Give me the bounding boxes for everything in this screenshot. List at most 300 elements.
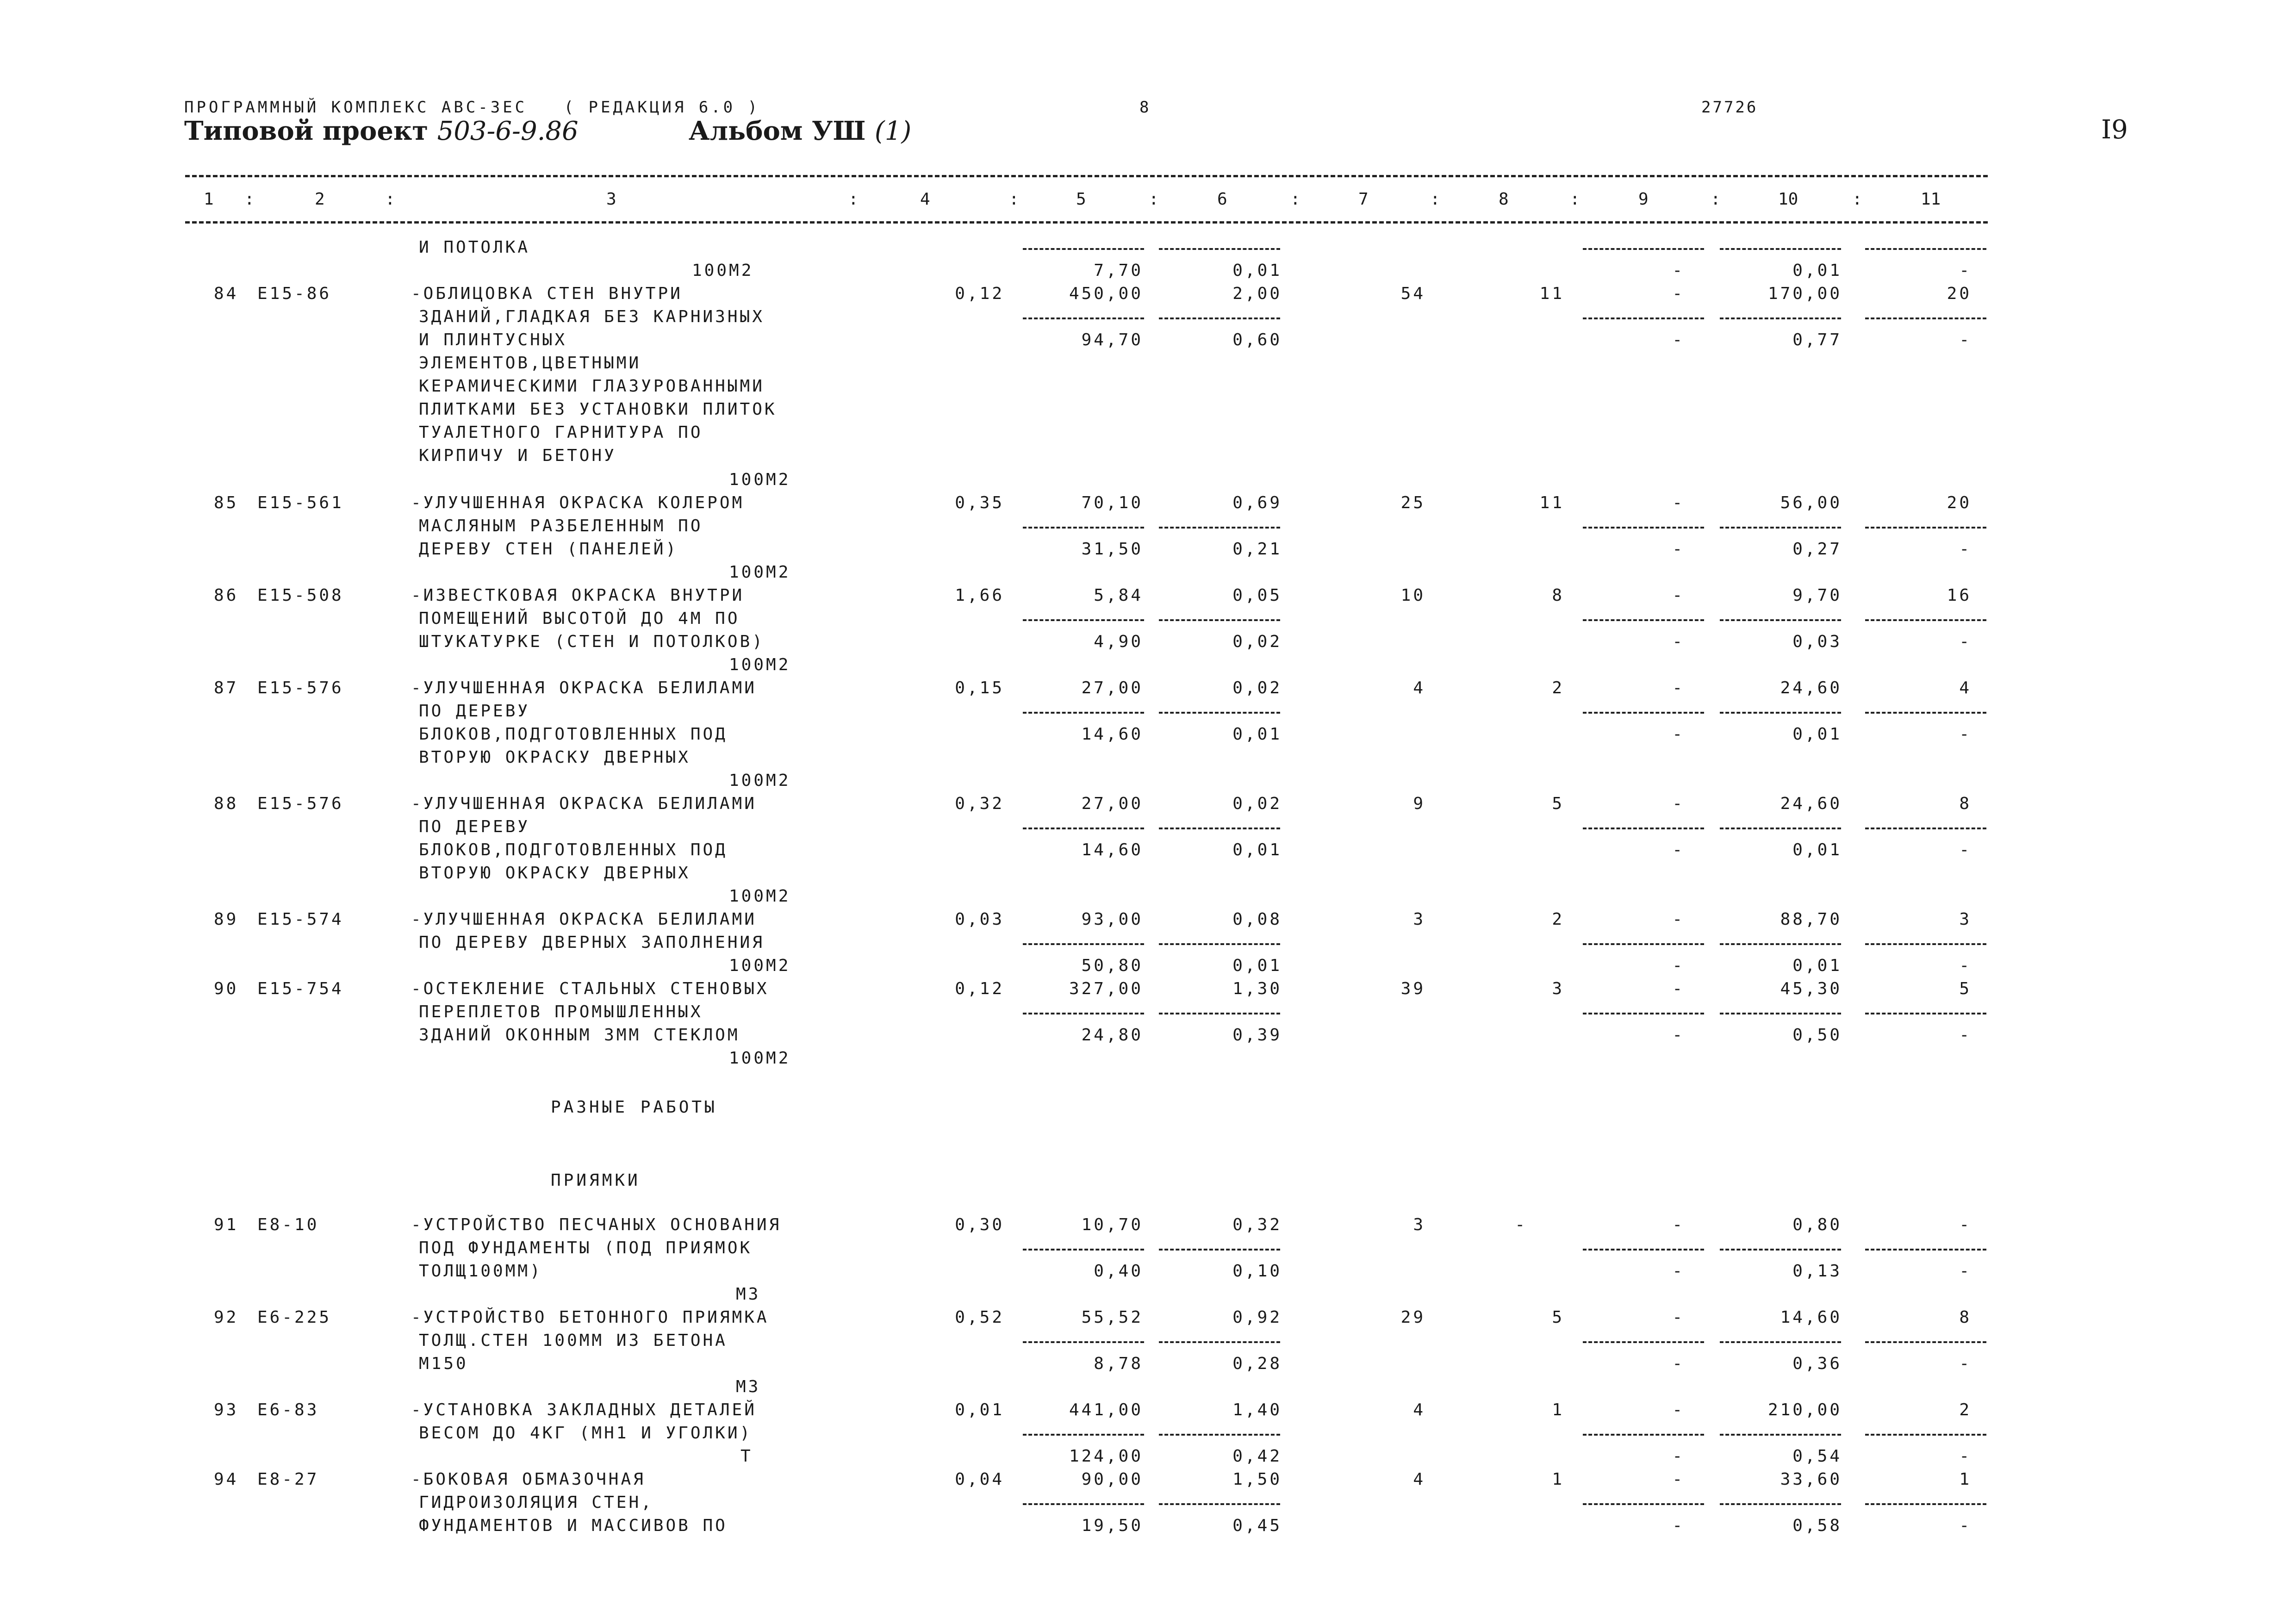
value-cell: 1,66 bbox=[955, 586, 1004, 605]
description-line: -УСТРОЙСТВО БЕТОННОГО ПРИЯМКА bbox=[411, 1308, 769, 1327]
dash-separator bbox=[1023, 1249, 1144, 1251]
value-cell: 0,03 bbox=[955, 910, 1004, 929]
unit: М3 bbox=[736, 1377, 761, 1396]
col-sep: : bbox=[244, 190, 255, 209]
norm-code: Е8-10 bbox=[257, 1215, 319, 1234]
value-cell: 0,52 bbox=[955, 1308, 1004, 1327]
unit: 100М2 bbox=[729, 655, 791, 674]
value-cell: - bbox=[1672, 1262, 1685, 1281]
value-cell: 0,13 bbox=[1792, 1262, 1842, 1281]
value-cell: - bbox=[1959, 540, 1972, 559]
value-cell: 1 bbox=[1552, 1470, 1564, 1489]
dash-separator bbox=[1023, 248, 1144, 250]
description-line: ВТОРУЮ ОКРАСКУ ДВЕРНЫХ bbox=[419, 864, 691, 883]
description-line: ПО ДЕРЕВУ ДВЕРНЫХ ЗАПОЛНЕНИЯ bbox=[419, 933, 765, 952]
description-line: -ОСТЕКЛЕНИЕ СТАЛЬНЫХ СТЕНОВЫХ bbox=[411, 979, 769, 998]
value-cell: 31,50 bbox=[1081, 540, 1143, 559]
description-line: -ИЗВЕСТКОВАЯ ОКРАСКА ВНУТРИ bbox=[411, 586, 745, 605]
dash-separator bbox=[1720, 619, 1841, 621]
description-line: -УЛУЧШЕННАЯ ОКРАСКА БЕЛИЛАМИ bbox=[411, 910, 757, 929]
value-cell: - bbox=[1672, 979, 1685, 998]
value-cell: 0,21 bbox=[1232, 540, 1282, 559]
value-cell: 0,01 bbox=[1792, 261, 1842, 280]
value-cell: 2 bbox=[1552, 678, 1564, 697]
value-cell: 0,01 bbox=[1792, 956, 1842, 975]
value-cell: - bbox=[1672, 1026, 1685, 1045]
description-line: МАСЛЯНЫМ РАЗБЕЛЕННЫМ ПО bbox=[419, 516, 703, 535]
value-cell: 14,60 bbox=[1081, 725, 1143, 744]
value-cell: 90,00 bbox=[1081, 1470, 1143, 1489]
dash-separator bbox=[1583, 943, 1704, 945]
value-cell: 14,60 bbox=[1780, 1308, 1842, 1327]
value-cell: 88,70 bbox=[1780, 910, 1842, 929]
value-cell: 5,84 bbox=[1094, 586, 1143, 605]
value-cell: 4 bbox=[1413, 678, 1425, 697]
norm-code: Е15-576 bbox=[257, 794, 344, 813]
col-head: 9 bbox=[1638, 190, 1649, 209]
value-cell: 8 bbox=[1552, 586, 1564, 605]
description-line: -БОКОВАЯ ОБМАЗОЧНАЯ bbox=[411, 1470, 646, 1489]
value-cell: - bbox=[1672, 493, 1685, 512]
value-cell: 24,60 bbox=[1780, 678, 1842, 697]
dash-separator bbox=[1159, 712, 1280, 714]
dash-separator bbox=[1023, 828, 1144, 829]
value-cell: 5 bbox=[1552, 794, 1564, 813]
dash-separator bbox=[1720, 1249, 1841, 1251]
value-cell: - bbox=[1959, 840, 1972, 859]
value-cell: 0,28 bbox=[1232, 1354, 1282, 1373]
value-cell: 441,00 bbox=[1069, 1400, 1143, 1419]
dash-separator bbox=[1023, 317, 1144, 319]
value-cell: 0,01 bbox=[955, 1400, 1004, 1419]
value-cell: 10 bbox=[1400, 586, 1425, 605]
value-cell: 4 bbox=[1413, 1470, 1425, 1489]
value-cell: 4 bbox=[1959, 678, 1972, 697]
album-title: Альбом УШ (1) bbox=[689, 116, 912, 146]
description-line: ТУАЛЕТНОГО ГАРНИТУРА ПО bbox=[419, 423, 703, 442]
dash-separator bbox=[1159, 248, 1280, 250]
dash-separator bbox=[1159, 1434, 1280, 1436]
value-cell: - bbox=[1672, 540, 1685, 559]
col-sep: : bbox=[1430, 190, 1440, 209]
value-cell: 0,58 bbox=[1792, 1516, 1842, 1535]
dash-separator bbox=[1159, 828, 1280, 829]
value-cell: 0,01 bbox=[1232, 956, 1282, 975]
value-cell: 4 bbox=[1413, 1400, 1425, 1419]
project-number: 503-6-9.86 bbox=[437, 116, 579, 146]
description-line: ШТУКАТУРКЕ (СТЕН И ПОТОЛКОВ) bbox=[419, 632, 765, 651]
value-cell: 2,00 bbox=[1232, 284, 1282, 303]
dash-separator bbox=[1583, 248, 1704, 250]
value-cell: 0,27 bbox=[1792, 540, 1842, 559]
dash-separator bbox=[1865, 527, 1986, 529]
col-head: 3 bbox=[606, 190, 616, 209]
value-cell: - bbox=[1672, 910, 1685, 929]
value-cell: - bbox=[1959, 1447, 1972, 1466]
unit: 100М2 bbox=[729, 563, 791, 582]
program-line: ПРОГРАММНЫЙ КОМПЛЕКС АВС-ЗЕС ( РЕДАКЦИЯ 6.0 ) bbox=[184, 98, 760, 117]
row-number: 85 bbox=[214, 493, 239, 512]
value-cell: - bbox=[1959, 1215, 1972, 1234]
dash-separator bbox=[1023, 943, 1144, 945]
value-cell: - bbox=[1959, 261, 1972, 280]
dash-separator bbox=[1865, 317, 1986, 319]
value-cell: 24,60 bbox=[1780, 794, 1842, 813]
value-cell: 3 bbox=[1959, 910, 1972, 929]
col-sep: : bbox=[1852, 190, 1862, 209]
value-cell: 93,00 bbox=[1081, 910, 1143, 929]
value-cell: 0,35 bbox=[955, 493, 1004, 512]
row-number: 94 bbox=[214, 1470, 239, 1489]
col-head: 10 bbox=[1778, 190, 1798, 209]
value-cell: - bbox=[1959, 956, 1972, 975]
description-line: ПЛИТКАМИ БЕЗ УСТАНОВКИ ПЛИТОК bbox=[419, 400, 777, 419]
dash-separator bbox=[1865, 248, 1986, 250]
value-cell: 14,60 bbox=[1081, 840, 1143, 859]
value-cell: 170,00 bbox=[1767, 284, 1842, 303]
dash-separator bbox=[1865, 1341, 1986, 1343]
value-cell: 27,00 bbox=[1081, 794, 1143, 813]
dash-separator bbox=[1720, 1434, 1841, 1436]
value-cell: 1,30 bbox=[1232, 979, 1282, 998]
value-cell: 54 bbox=[1400, 284, 1425, 303]
norm-code: Е15-86 bbox=[257, 284, 332, 303]
dash-separator bbox=[1583, 619, 1704, 621]
value-cell: 0,60 bbox=[1232, 330, 1282, 349]
col-head: 6 bbox=[1217, 190, 1227, 209]
value-cell: 0,69 bbox=[1232, 493, 1282, 512]
dash-separator bbox=[1583, 1503, 1704, 1505]
value-cell: 0,03 bbox=[1792, 632, 1842, 651]
row-number: 91 bbox=[214, 1215, 239, 1234]
dash-separator bbox=[1865, 828, 1986, 829]
value-cell: 0,10 bbox=[1232, 1262, 1282, 1281]
dash-separator bbox=[1865, 1249, 1986, 1251]
value-cell: 5 bbox=[1552, 1308, 1564, 1327]
value-cell: 70,10 bbox=[1081, 493, 1143, 512]
dash-separator bbox=[1720, 943, 1841, 945]
description-line: ФУНДАМЕНТОВ И МАССИВОВ ПО bbox=[419, 1516, 728, 1535]
description-line: -УЛУЧШЕННАЯ ОКРАСКА КОЛЕРОМ bbox=[411, 493, 745, 512]
value-cell: 8 bbox=[1959, 1308, 1972, 1327]
description-line: ВТОРУЮ ОКРАСКУ ДВЕРНЫХ bbox=[419, 748, 691, 767]
value-cell: 56,00 bbox=[1780, 493, 1842, 512]
dash-separator bbox=[1159, 1249, 1280, 1251]
value-cell: - bbox=[1959, 1262, 1972, 1281]
col-sep: : bbox=[1009, 190, 1019, 209]
dash-separator bbox=[1865, 1503, 1986, 1505]
page-number: 8 bbox=[1139, 98, 1149, 117]
dash-separator bbox=[1720, 1503, 1841, 1505]
value-cell: 0,01 bbox=[1792, 840, 1842, 859]
col-sep: : bbox=[1149, 190, 1159, 209]
norm-code: Е15-508 bbox=[257, 586, 344, 605]
value-cell: 0,45 bbox=[1232, 1516, 1282, 1535]
dash-separator bbox=[1023, 1434, 1144, 1436]
value-cell: 0,39 bbox=[1232, 1026, 1282, 1045]
value-cell: 0,80 bbox=[1792, 1215, 1842, 1234]
value-cell: 19,50 bbox=[1081, 1516, 1143, 1535]
value-cell: 450,00 bbox=[1069, 284, 1143, 303]
value-cell: 24,80 bbox=[1081, 1026, 1143, 1045]
value-cell: 0,77 bbox=[1792, 330, 1842, 349]
row-number: 93 bbox=[214, 1400, 239, 1419]
value-cell: - bbox=[1672, 330, 1685, 349]
description-line: М150 bbox=[419, 1354, 468, 1373]
description-line: ПЕРЕПЛЕТОВ ПРОМЫШЛЕННЫХ bbox=[419, 1002, 703, 1021]
value-cell: - bbox=[1959, 1026, 1972, 1045]
dash-separator bbox=[1583, 1249, 1704, 1251]
value-cell: 0,05 bbox=[1232, 586, 1282, 605]
value-cell: - bbox=[1672, 632, 1685, 651]
top-rule bbox=[185, 175, 1988, 177]
unit: 100М2 bbox=[729, 1049, 791, 1068]
project-title: Типовой проект 503-6-9.86 bbox=[184, 116, 579, 146]
norm-code: Е6-225 bbox=[257, 1308, 332, 1327]
section-heading: РАЗНЫЕ РАБОТЫ bbox=[551, 1098, 717, 1117]
dash-separator bbox=[1159, 1503, 1280, 1505]
dash-separator bbox=[1720, 1341, 1841, 1343]
value-cell: 1 bbox=[1959, 1470, 1972, 1489]
description-line: ЗДАНИЙ ОКОННЫМ ЗММ СТЕКЛОМ bbox=[419, 1026, 740, 1045]
value-cell: 4,90 bbox=[1094, 632, 1143, 651]
dash-separator bbox=[1023, 619, 1144, 621]
col-sep: : bbox=[1570, 190, 1580, 209]
value-cell: 0,92 bbox=[1232, 1308, 1282, 1327]
value-cell: - bbox=[1672, 956, 1685, 975]
description-line: ПОД ФУНДАМЕНТЫ (ПОД ПРИЯМОК bbox=[419, 1238, 753, 1257]
value-cell: 1 bbox=[1552, 1400, 1564, 1419]
value-cell: 1,50 bbox=[1232, 1470, 1282, 1489]
value-cell: - bbox=[1672, 794, 1685, 813]
row-number: 92 bbox=[214, 1308, 239, 1327]
value-cell: - bbox=[1672, 261, 1685, 280]
description-line: ГИДРОИЗОЛЯЦИЯ СТЕН, bbox=[419, 1493, 653, 1512]
description-line: ПОМЕЩЕНИЙ ВЫСОТОЙ ДО 4М ПО bbox=[419, 609, 740, 628]
value-cell: 55,52 bbox=[1081, 1308, 1143, 1327]
row-number: 89 bbox=[214, 910, 239, 929]
description-line: ТОЛЩ100ММ) bbox=[419, 1262, 542, 1281]
description-line: И ПОТОЛКА bbox=[419, 238, 530, 257]
unit: Т bbox=[740, 1447, 753, 1466]
value-cell: - bbox=[1672, 1516, 1685, 1535]
norm-code: Е15-576 bbox=[257, 678, 344, 697]
value-cell: 0,36 bbox=[1792, 1354, 1842, 1373]
dash-separator bbox=[1720, 317, 1841, 319]
dash-separator bbox=[1583, 527, 1704, 529]
description-line: И ПЛИНТУСНЫХ bbox=[419, 330, 567, 349]
value-cell: - bbox=[1672, 840, 1685, 859]
dash-separator bbox=[1583, 317, 1704, 319]
value-cell: 8 bbox=[1959, 794, 1972, 813]
value-cell: 0,08 bbox=[1232, 910, 1282, 929]
row-number: 90 bbox=[214, 979, 239, 998]
document-code: 27726 bbox=[1701, 98, 1758, 117]
value-cell: 27,00 bbox=[1081, 678, 1143, 697]
value-cell: 0,42 bbox=[1232, 1447, 1282, 1466]
value-cell: 2 bbox=[1552, 910, 1564, 929]
dash-separator bbox=[1583, 712, 1704, 714]
description-line: ДЕРЕВУ СТЕН (ПАНЕЛЕЙ) bbox=[419, 540, 678, 559]
dash-separator bbox=[1720, 712, 1841, 714]
col-head: 1 bbox=[204, 190, 214, 209]
dash-separator bbox=[1023, 1341, 1144, 1343]
value-cell: 9 bbox=[1413, 794, 1425, 813]
value-cell: 0,12 bbox=[955, 284, 1004, 303]
value-cell: 9,70 bbox=[1792, 586, 1842, 605]
value-cell: 1,40 bbox=[1232, 1400, 1282, 1419]
description-line: ПО ДЕРЕВУ bbox=[419, 817, 530, 836]
value-cell: 11 bbox=[1539, 493, 1564, 512]
value-cell: - bbox=[1672, 1470, 1685, 1489]
description-line: -УЛУЧШЕННАЯ ОКРАСКА БЕЛИЛАМИ bbox=[411, 794, 757, 813]
value-cell: 50,80 bbox=[1081, 956, 1143, 975]
col-head: 2 bbox=[315, 190, 325, 209]
norm-code: Е6-83 bbox=[257, 1400, 319, 1419]
album-number: (1) bbox=[874, 116, 912, 146]
unit: 100М2 bbox=[729, 956, 791, 975]
unit: 100М2 bbox=[729, 470, 791, 489]
value-cell: - bbox=[1959, 330, 1972, 349]
col-sep: : bbox=[1711, 190, 1721, 209]
description-line: ПО ДЕРЕВУ bbox=[419, 702, 530, 721]
description-line: ЗДАНИЙ,ГЛАДКАЯ БЕЗ КАРНИЗНЫХ bbox=[419, 307, 765, 326]
value-cell: - bbox=[1672, 1354, 1685, 1373]
value-cell: 94,70 bbox=[1081, 330, 1143, 349]
value-cell: 3 bbox=[1413, 910, 1425, 929]
value-cell: 0,01 bbox=[1232, 261, 1282, 280]
norm-code: Е8-27 bbox=[257, 1470, 319, 1489]
col-head: 7 bbox=[1358, 190, 1369, 209]
dash-separator bbox=[1865, 943, 1986, 945]
value-cell: - bbox=[1672, 678, 1685, 697]
value-cell: 0,15 bbox=[955, 678, 1004, 697]
value-cell: - bbox=[1959, 632, 1972, 651]
norm-code: Е15-754 bbox=[257, 979, 344, 998]
dash-separator bbox=[1583, 828, 1704, 829]
col-sep: : bbox=[1290, 190, 1300, 209]
unit: М3 bbox=[736, 1285, 761, 1304]
description-line: КЕРАМИЧЕСКИМИ ГЛАЗУРОВАННЫМИ bbox=[419, 377, 765, 396]
value-cell: 0,02 bbox=[1232, 632, 1282, 651]
value-cell: 3 bbox=[1413, 1215, 1425, 1234]
value-cell: - bbox=[1672, 1400, 1685, 1419]
value-cell: 0,01 bbox=[1232, 725, 1282, 744]
value-cell: - bbox=[1672, 284, 1685, 303]
description-line: -УЛУЧШЕННАЯ ОКРАСКА БЕЛИЛАМИ bbox=[411, 678, 757, 697]
description-line: -УСТАНОВКА ЗАКЛАДНЫХ ДЕТАЛЕЙ bbox=[411, 1400, 757, 1419]
col-sep: : bbox=[385, 190, 395, 209]
value-cell: 0,32 bbox=[1232, 1215, 1282, 1234]
description-line: -УСТРОЙСТВО ПЕСЧАНЫХ ОСНОВАНИЯ bbox=[411, 1215, 782, 1234]
value-cell: 7,70 bbox=[1094, 261, 1143, 280]
dash-separator bbox=[1865, 619, 1986, 621]
value-cell: 0,54 bbox=[1792, 1447, 1842, 1466]
norm-code: Е15-561 bbox=[257, 493, 344, 512]
value-cell: 0,30 bbox=[955, 1215, 1004, 1234]
unit: 100М2 bbox=[692, 261, 754, 280]
description-line: -ОБЛИЦОВКА СТЕН ВНУТРИ bbox=[411, 284, 683, 303]
dash-separator bbox=[1159, 619, 1280, 621]
value-cell: - bbox=[1672, 725, 1685, 744]
row-number: 87 bbox=[214, 678, 239, 697]
value-cell: 0,40 bbox=[1094, 1262, 1143, 1281]
description-line: ЭЛЕМЕНТОВ,ЦВЕТНЫМИ bbox=[419, 354, 641, 373]
dash-separator bbox=[1159, 943, 1280, 945]
value-cell: 0,01 bbox=[1792, 725, 1842, 744]
value-cell: 0,02 bbox=[1232, 794, 1282, 813]
value-cell: 45,30 bbox=[1780, 979, 1842, 998]
value-cell: - bbox=[1672, 1447, 1685, 1466]
dash-separator bbox=[1583, 1013, 1704, 1014]
header-bottom-rule bbox=[185, 221, 1988, 224]
row-number: 88 bbox=[214, 794, 239, 813]
dash-separator bbox=[1865, 712, 1986, 714]
col-head: 4 bbox=[920, 190, 930, 209]
value-cell: 0,02 bbox=[1232, 678, 1282, 697]
dash-separator bbox=[1865, 1013, 1986, 1014]
value-cell: 16 bbox=[1947, 586, 1972, 605]
unit: 100М2 bbox=[729, 887, 791, 906]
norm-code: Е15-574 bbox=[257, 910, 344, 929]
dash-separator bbox=[1720, 248, 1841, 250]
value-cell: - bbox=[1672, 1215, 1685, 1234]
description-line: БЛОКОВ,ПОДГОТОВЛЕННЫХ ПОД bbox=[419, 725, 728, 744]
value-cell: 11 bbox=[1539, 284, 1564, 303]
value-cell: 5 bbox=[1959, 979, 1972, 998]
value-cell: - bbox=[1672, 1308, 1685, 1327]
value-cell: 10,70 bbox=[1081, 1215, 1143, 1234]
dash-separator bbox=[1159, 527, 1280, 529]
value-cell: 8,78 bbox=[1094, 1354, 1143, 1373]
value-cell: - bbox=[1515, 1215, 1527, 1234]
value-cell: 20 bbox=[1947, 493, 1972, 512]
value-cell: 3 bbox=[1552, 979, 1564, 998]
value-cell: 29 bbox=[1400, 1308, 1425, 1327]
value-cell: 124,00 bbox=[1069, 1447, 1143, 1466]
dash-separator bbox=[1720, 527, 1841, 529]
value-cell: 0,01 bbox=[1232, 840, 1282, 859]
dash-separator bbox=[1583, 1434, 1704, 1436]
col-head: 5 bbox=[1076, 190, 1086, 209]
col-sep: : bbox=[848, 190, 859, 209]
dash-separator bbox=[1023, 1503, 1144, 1505]
dash-separator bbox=[1023, 1013, 1144, 1014]
dash-separator bbox=[1865, 1434, 1986, 1436]
value-cell: 33,60 bbox=[1780, 1470, 1842, 1489]
col-head: 11 bbox=[1921, 190, 1941, 209]
dash-separator bbox=[1583, 1341, 1704, 1343]
description-line: ТОЛЩ.СТЕН 100ММ ИЗ БЕТОНА bbox=[419, 1331, 728, 1350]
value-cell: 0,32 bbox=[955, 794, 1004, 813]
dash-separator bbox=[1720, 1013, 1841, 1014]
unit: 100М2 bbox=[729, 771, 791, 790]
sheet-number: I9 bbox=[2101, 115, 2128, 145]
value-cell: 20 bbox=[1947, 284, 1972, 303]
value-cell: 210,00 bbox=[1767, 1400, 1842, 1419]
value-cell: - bbox=[1959, 1516, 1972, 1535]
value-cell: - bbox=[1959, 725, 1972, 744]
col-head: 8 bbox=[1499, 190, 1509, 209]
value-cell: 0,12 bbox=[955, 979, 1004, 998]
row-number: 84 bbox=[214, 284, 239, 303]
dash-separator bbox=[1159, 1341, 1280, 1343]
value-cell: 25 bbox=[1400, 493, 1425, 512]
value-cell: - bbox=[1672, 586, 1685, 605]
value-cell: 327,00 bbox=[1069, 979, 1143, 998]
row-number: 86 bbox=[214, 586, 239, 605]
dash-separator bbox=[1720, 828, 1841, 829]
